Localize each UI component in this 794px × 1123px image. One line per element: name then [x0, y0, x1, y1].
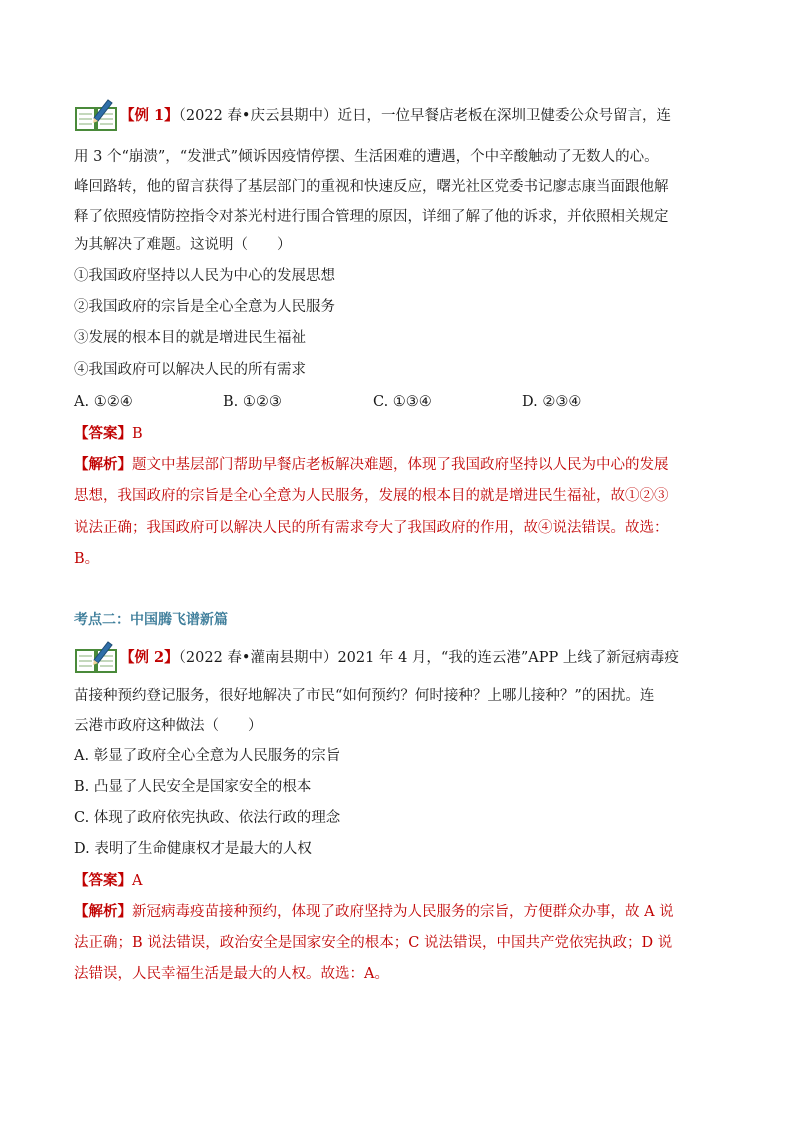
example2-answer-label: 【答案】: [74, 872, 132, 889]
example2-line2: 苗接种预约登记服务，很好地解决了市民“如何预约？何时接种？上哪儿接种？”的困扰。连: [74, 688, 655, 704]
example1-analysis-text1: 题文中基层部门帮助早餐店老板解决难题，体现了我国政府坚持以人民为中心的发展: [132, 457, 669, 473]
example1-statement-1: ①我国政府坚持以人民为中心的发展思想: [74, 268, 335, 284]
example2-analysis-2: 法正确；B 说法错误，政治安全是国家安全的根本；C 说法错误，中国共产党依宪执政；D 说: [74, 935, 673, 951]
example1-option-d: D. ②③④: [522, 394, 582, 410]
example2-option-a: A. 彰显了政府全心全意为人民服务的宗旨: [74, 748, 341, 764]
example1-answer: [74, 424, 143, 444]
example2-option-b: B. 凸显了人民安全是国家安全的根本: [74, 779, 312, 795]
book-pencil-icon: [74, 96, 118, 132]
example1-statement-3: ③发展的根本目的就是增进民生福祉: [74, 330, 306, 346]
example1-options: [74, 392, 674, 412]
example1-option-c: C. ①③④: [373, 394, 432, 410]
example2-line3: 云港市政府这种做法（ ）: [74, 718, 263, 734]
example2-line1: [120, 648, 679, 668]
example2-text1: （2022 春•灌南县期中）2021 年 4 月，“我的连云港”APP 上线了新冠病毒疫: [178, 650, 679, 666]
example1-answer-label: 【答案】: [74, 425, 132, 442]
example1-label: 【例 1】: [120, 107, 179, 124]
example1-answer-value: B: [132, 426, 143, 442]
example1-text1: （2022 春•庆云县期中）近日，一位早餐店老板在深圳卫健委公众号留言，连: [178, 108, 671, 124]
example2-analysis-label: 【解析】: [74, 903, 132, 920]
example2-analysis-3: 法错误，人民幸福生活是最大的人权。故选：A。: [74, 966, 389, 982]
example1-line2: 用 3 个“崩溃”，“发泄式”倾诉因疫情停摆、生活困难的遭遇，个中辛酸触动了无数人的心。: [74, 149, 659, 165]
example1-option-b: B. ①②③: [223, 394, 282, 410]
example1-statement-2: ②我国政府的宗旨是全心全意为人民服务: [74, 299, 335, 315]
example2-answer: [74, 871, 142, 891]
example1-statement-4: ④我国政府可以解决人民的所有需求: [74, 362, 306, 378]
example1-analysis-2: 思想，我国政府的宗旨是全心全意为人民服务，发展的根本目的就是增进民生福祉，故①②③: [74, 488, 669, 504]
example1-analysis-3: 说法正确；我国政府可以解决人民的所有需求夸大了我国政府的作用，故④说法错误。故选：: [74, 520, 669, 536]
example1-option-a: A. ①②④: [74, 394, 133, 410]
example1-line3: 峰回路转，他的留言获得了基层部门的重视和快速反应，曙光社区党委书记廖志康当面跟他解: [74, 179, 669, 195]
example1-analysis-label: 【解析】: [74, 456, 132, 473]
example2-answer-value: A: [132, 873, 143, 889]
example2-option-c: C. 体现了政府依宪执政、依法行政的理念: [74, 810, 341, 826]
example1-analysis-4: B。: [74, 551, 100, 567]
example2-analysis-1: [74, 902, 674, 922]
example1-line5: 为其解决了难题。这说明（ ）: [74, 237, 292, 253]
section-title: 考点二：中国腾飞谱新篇: [74, 612, 228, 628]
example2-analysis-text1: 新冠病毒疫苗接种预约，体现了政府坚持为人民服务的宗旨，方便群众办事，故 A 说: [132, 904, 674, 920]
book-pencil-icon: [74, 638, 118, 674]
example1-analysis-1: [74, 455, 669, 475]
example2-option-d: D. 表明了生命健康权才是最大的人权: [74, 841, 312, 857]
example1-line4: 释了依照疫情防控指令对茶光村进行围合管理的原因，详细了解了他的诉求，并依照相关规定: [74, 209, 669, 225]
example2-label: 【例 2】: [120, 649, 179, 666]
example1-line1: [120, 106, 671, 126]
